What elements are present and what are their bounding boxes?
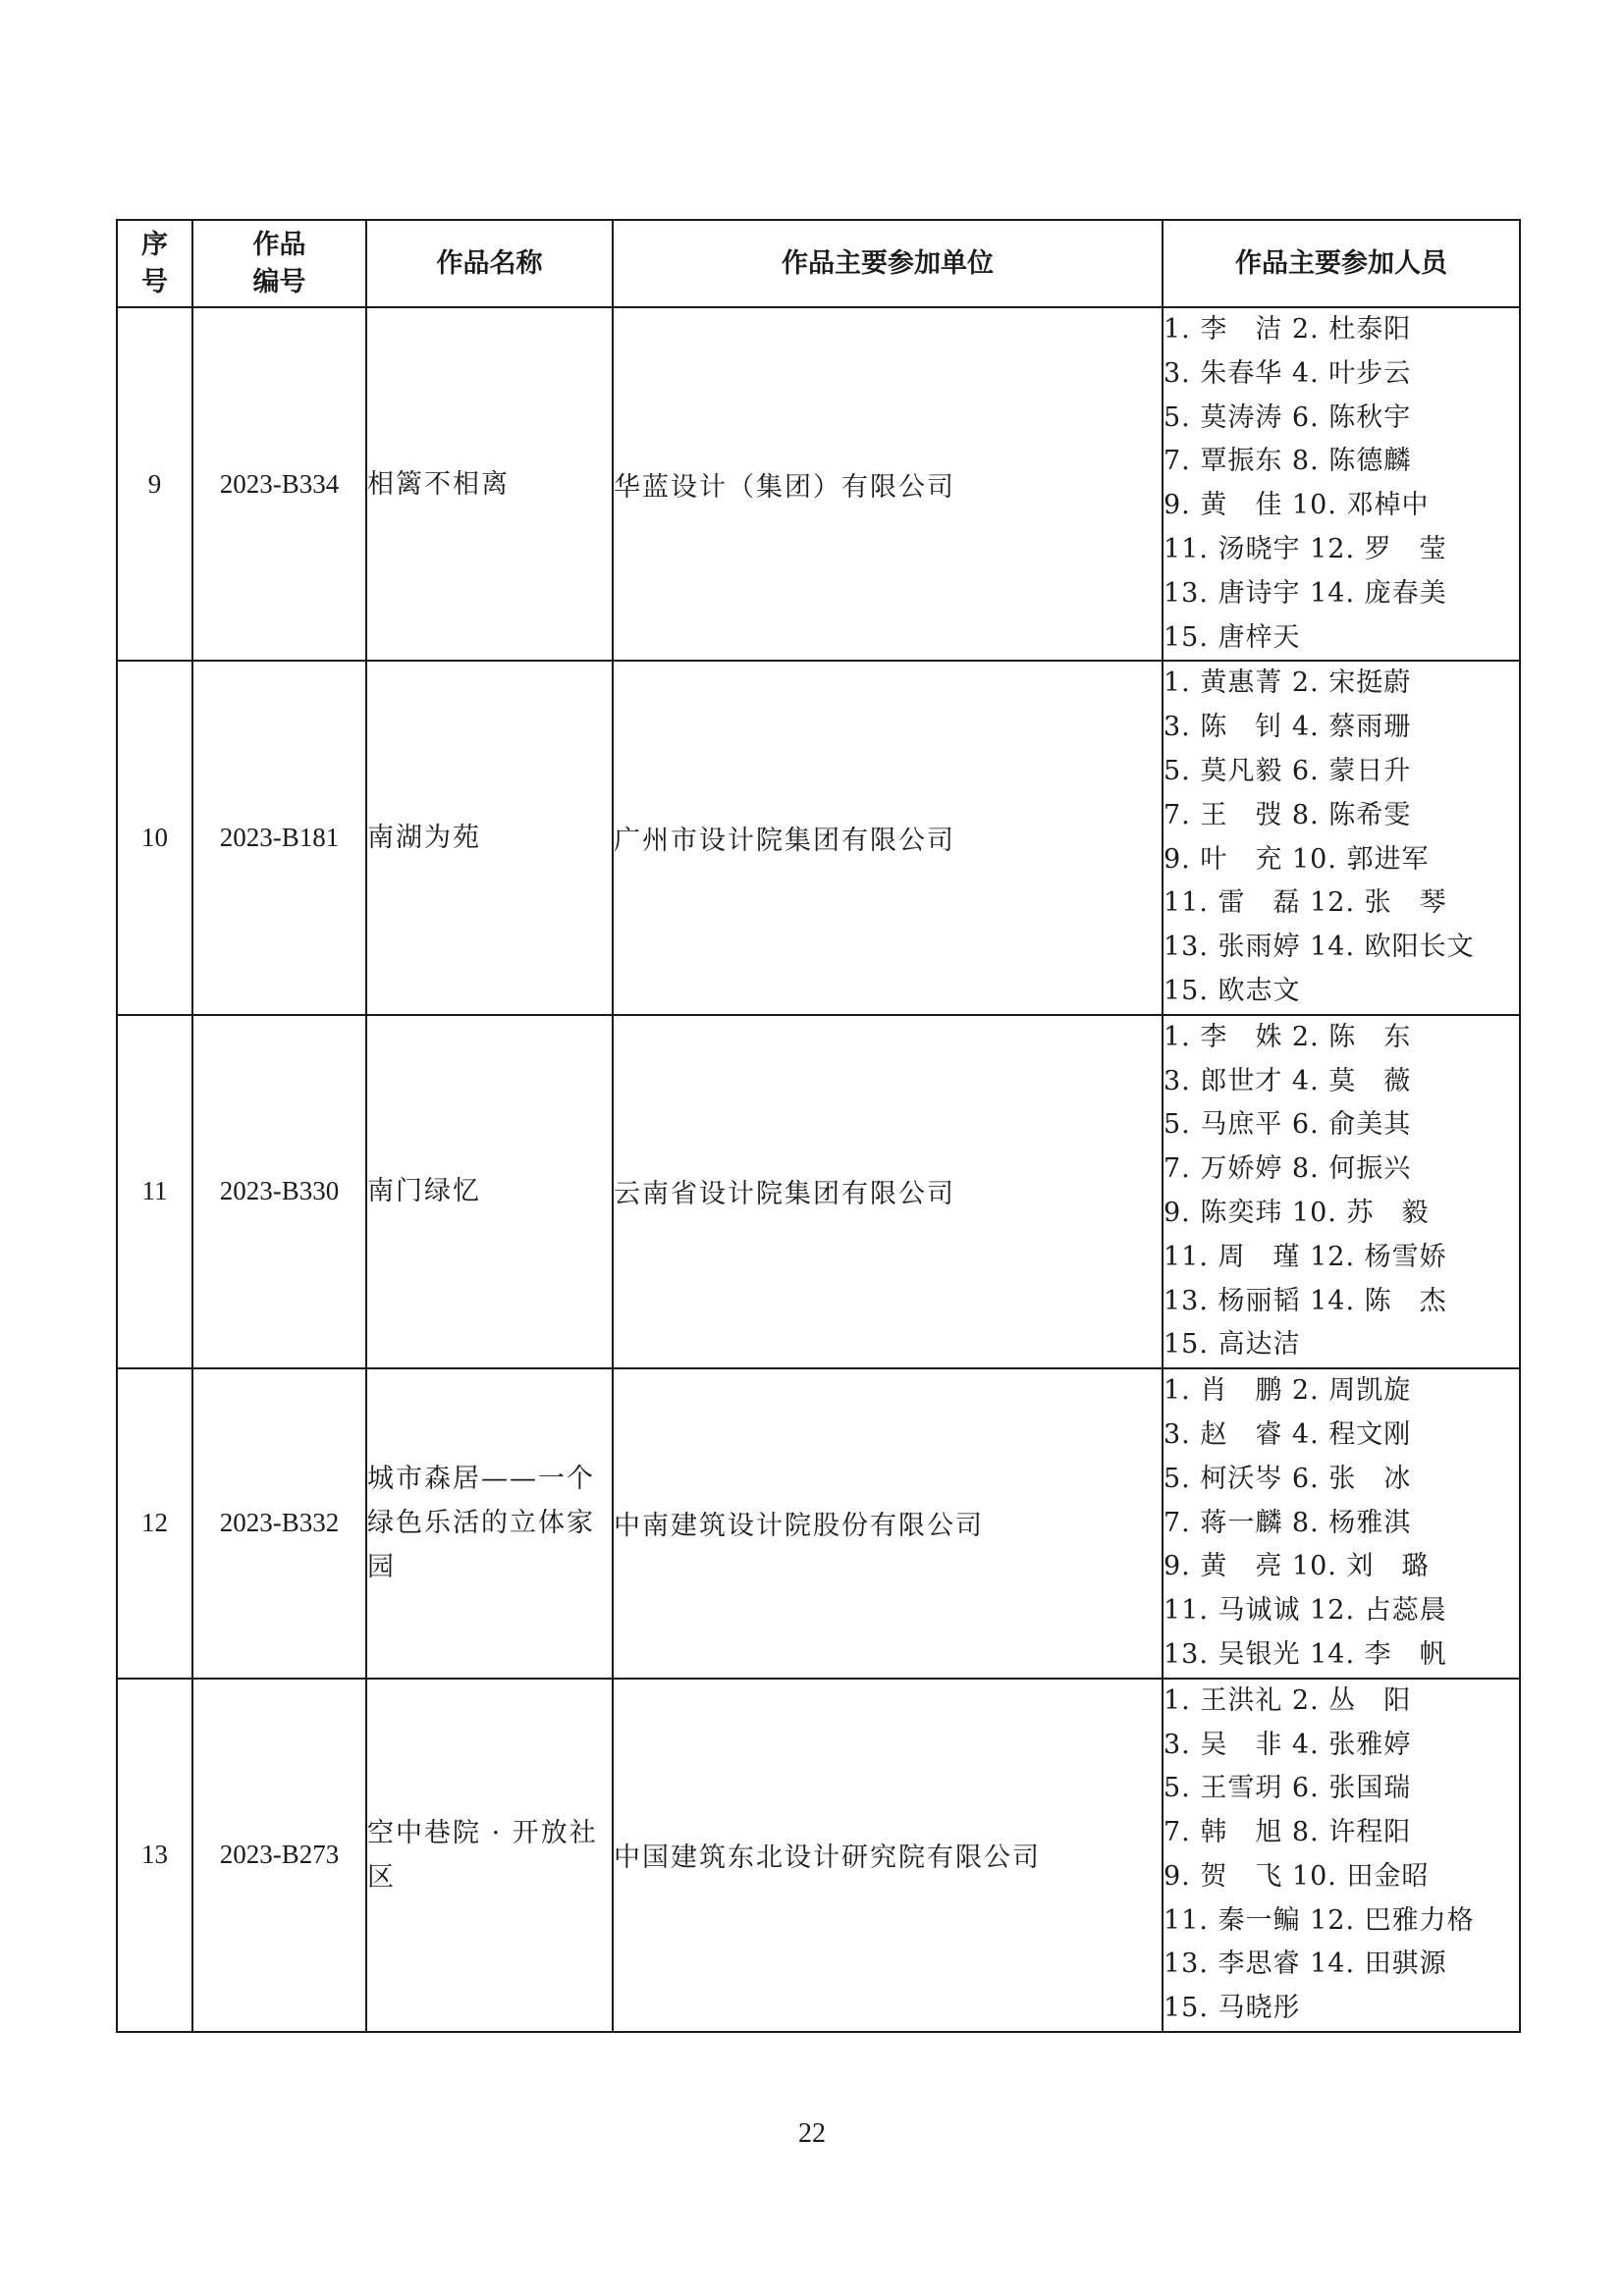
participant-line: 5. 马庶平 6. 俞美其 <box>1164 1109 1412 1141</box>
participant-line: 3. 郎世才 4. 莫 薇 <box>1164 1065 1412 1096</box>
participant-line: 1. 黄惠菁 2. 宋挺蔚 <box>1164 667 1412 699</box>
participant-line: 5. 莫涛涛 6. 陈秋宇 <box>1164 401 1412 433</box>
cell-participants <box>1163 1679 1520 2032</box>
participant-line: 11. 秦一鳊 12. 巴雅力格 <box>1164 1904 1475 1936</box>
header-participating-unit: 作品主要参加单位 <box>613 220 1163 307</box>
participant-line: 3. 陈 钊 4. 蔡雨珊 <box>1164 712 1412 743</box>
participant-line: 13. 唐诗宇 14. 庞春美 <box>1164 577 1447 609</box>
participant-line: 5. 莫凡毅 6. 蒙日升 <box>1164 755 1412 786</box>
participant-line: 15. 唐梓天 <box>1164 621 1301 653</box>
participant-line: 1. 王洪礼 2. 丛 阳 <box>1164 1684 1412 1716</box>
table-row <box>117 661 1520 1014</box>
cell-participants <box>1163 307 1520 661</box>
header-work-code <box>192 220 366 307</box>
header-serial-number <box>117 220 192 307</box>
participant-line: 9. 贺 飞 10. 田金昭 <box>1164 1860 1430 1892</box>
cell-participating-unit: 云南省设计院集团有限公司 <box>613 1015 1163 1368</box>
participant-line: 1. 肖 鹏 2. 周凯旋 <box>1164 1375 1412 1407</box>
participant-line: 9. 陈奕玮 10. 苏 毅 <box>1164 1197 1430 1228</box>
participant-line: 9. 黄 佳 10. 邓棹中 <box>1164 490 1430 521</box>
participant-line: 3. 赵 睿 4. 程文刚 <box>1164 1418 1412 1450</box>
participant-line: 13. 吴银光 14. 李 帆 <box>1164 1638 1447 1670</box>
participant-line: 9. 叶 充 10. 郭进军 <box>1164 843 1430 875</box>
participant-line: 15. 欧志文 <box>1164 975 1301 1006</box>
awards-table <box>116 219 1521 2033</box>
table-row <box>117 1368 1520 1679</box>
cell-work-name: 空中巷院 · 开放社区 <box>366 1679 613 2032</box>
participant-line: 11. 周 瑾 12. 杨雪娇 <box>1164 1241 1447 1272</box>
cell-participants <box>1163 1368 1520 1679</box>
table-row <box>117 307 1520 661</box>
cell-work-name: 城市森居——一个绿色乐活的立体家园 <box>366 1368 613 1679</box>
cell-work-code: 2023-B334 <box>192 307 366 661</box>
cell-participating-unit: 中国建筑东北设计研究院有限公司 <box>613 1679 1163 2032</box>
participant-line: 7. 蒋一麟 8. 杨雅淇 <box>1164 1507 1412 1538</box>
participant-line: 3. 朱春华 4. 叶步云 <box>1164 357 1412 389</box>
participant-line: 15. 马晓彤 <box>1164 1993 1301 2024</box>
header-code-line1: 作品 <box>252 229 306 260</box>
participant-line: 9. 黄 亮 10. 刘 璐 <box>1164 1551 1430 1582</box>
participant-line: 7. 王 弢 8. 陈希雯 <box>1164 799 1412 830</box>
participant-line: 1. 李 洁 2. 杜泰阳 <box>1164 314 1412 345</box>
cell-work-code: 2023-B273 <box>192 1679 366 2032</box>
cell-serial-number: 10 <box>117 661 192 1014</box>
participant-line: 7. 覃振东 8. 陈德麟 <box>1164 446 1412 477</box>
participant-line: 3. 吴 非 4. 张雅婷 <box>1164 1729 1412 1760</box>
cell-participants <box>1163 661 1520 1014</box>
page-number: 22 <box>798 2118 826 2149</box>
cell-work-name: 南门绿忆 <box>366 1015 613 1368</box>
participant-line: 1. 李 姝 2. 陈 东 <box>1164 1021 1412 1052</box>
cell-work-code: 2023-B332 <box>192 1368 366 1679</box>
cell-work-name: 相篱不相离 <box>366 307 613 661</box>
cell-participating-unit: 中南建筑设计院股份有限公司 <box>613 1368 1163 1679</box>
participant-line: 11. 汤晓宇 12. 罗 莹 <box>1164 533 1447 564</box>
participant-line: 15. 高达洁 <box>1164 1329 1301 1361</box>
cell-participating-unit: 广州市设计院集团有限公司 <box>613 661 1163 1014</box>
cell-work-code: 2023-B330 <box>192 1015 366 1368</box>
participant-line: 5. 王雪玥 6. 张国瑞 <box>1164 1773 1412 1804</box>
table-header-row <box>117 220 1520 307</box>
participant-line: 13. 杨丽韬 14. 陈 杰 <box>1164 1285 1447 1316</box>
table-row <box>117 1015 1520 1368</box>
cell-serial-number: 9 <box>117 307 192 661</box>
cell-serial-number: 12 <box>117 1368 192 1679</box>
header-participants: 作品主要参加人员 <box>1163 220 1520 307</box>
table-row <box>117 1679 1520 2032</box>
header-work-name: 作品名称 <box>366 220 613 307</box>
participant-line: 7. 万娇婷 8. 何振兴 <box>1164 1153 1412 1185</box>
participant-line: 7. 韩 旭 8. 许程阳 <box>1164 1817 1412 1848</box>
cell-serial-number: 11 <box>117 1015 192 1368</box>
cell-participants <box>1163 1015 1520 1368</box>
participant-line: 5. 柯沃岑 6. 张 冰 <box>1164 1463 1412 1494</box>
cell-participating-unit: 华蓝设计（集团）有限公司 <box>613 307 1163 661</box>
table-body <box>117 307 1520 2032</box>
participant-line: 11. 马诚诚 12. 占蕊晨 <box>1164 1595 1447 1627</box>
cell-serial-number: 13 <box>117 1679 192 2032</box>
cell-work-code: 2023-B181 <box>192 661 366 1014</box>
header-serial-line2: 号 <box>141 266 168 297</box>
header-serial-line1: 序 <box>141 229 168 260</box>
participant-line: 11. 雷 磊 12. 张 琴 <box>1164 887 1447 919</box>
cell-work-name: 南湖为苑 <box>366 661 613 1014</box>
participant-line: 13. 李思睿 14. 田骐源 <box>1164 1949 1447 1980</box>
header-code-line2: 编号 <box>252 266 306 297</box>
participant-line: 13. 张雨婷 14. 欧阳长文 <box>1164 932 1475 963</box>
